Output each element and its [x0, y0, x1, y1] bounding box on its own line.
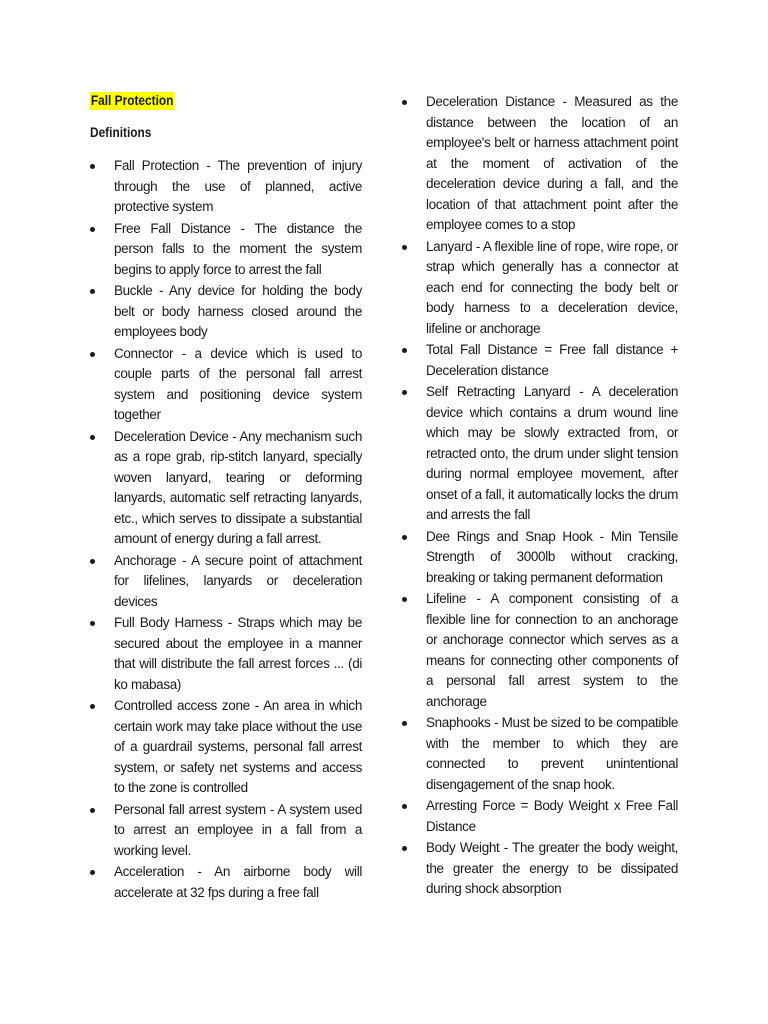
list-item: [402, 237, 678, 340]
bullet-icon: [402, 597, 407, 602]
left-column: [90, 92, 362, 904]
list-item: [402, 527, 678, 589]
definition-text: Fall Protection - The prevention of injury through the use of planned, active protective system: [114, 158, 362, 214]
list-item: [402, 796, 678, 837]
bullet-icon: [402, 804, 407, 809]
definition-text: Anchorage - A secure point of attachment for lifelines, lanyards or deceleration devices: [114, 552, 362, 609]
right-definition-list: [402, 92, 678, 900]
bullet-icon: [402, 535, 407, 540]
bullet-icon: [90, 227, 95, 232]
list-item: [402, 92, 678, 236]
list-item: [90, 427, 362, 550]
definition-text: Total Fall Distance = Free fall distance + Deceleration distance: [426, 342, 678, 378]
list-item: [90, 281, 362, 343]
list-item: [402, 713, 678, 795]
bullet-icon: [90, 704, 95, 709]
definition-text: Personal fall arrest system - A system used to arrest an employee in a fall from a working level.: [114, 801, 362, 858]
definition-text: Lanyard - A flexible line of rope, wire rope, or strap which generally has a connector at each end for connecting the body belt or body harness to a deceleration device, lifeline or anchorage: [426, 238, 678, 336]
list-item: [402, 340, 678, 381]
definition-text: Full Body Harness - Straps which may be secured about the employee in a manner that will distribute the fall arrest forces ... (di ko mabasa): [114, 615, 362, 692]
definition-text: Controlled access zone - An area in which certain work may take place without the use of a guardrail systems, personal fall arrest system, or safety net systems and access to the zone is controlled: [114, 698, 362, 795]
bullet-icon: [402, 390, 407, 395]
section-heading: Definitions: [90, 125, 152, 140]
definition-text: Connector - a device which is used to couple parts of the personal fall arrest system and positioning device system together: [114, 345, 362, 422]
definition-text: Deceleration Distance - Measured as the distance between the location of an employee's belt or harness attachment point at the moment of activation of the deceleration device during a fall, and the location of that attachment point after the employee comes to a stop: [426, 94, 678, 232]
list-item: [90, 862, 362, 903]
document-title: Fall Protection: [90, 93, 174, 108]
list-item: [90, 613, 362, 695]
list-item: [90, 800, 362, 862]
bullet-icon: [90, 621, 95, 626]
definition-text: Self Retracting Lanyard - A deceleration device which contains a drum wound line which may be slowly extracted from, or retracted onto, the drum under slight tension during normal employee movement, after onset of a fall, it automatically locks the drum and arrests the fall: [426, 384, 678, 522]
left-definition-list: [90, 156, 362, 903]
definition-text: Lifeline - A component consisting of a flexible line for connection to an anchorage or anchorage connector which serves as a means for connecting other components of a personal fall arrest system to the anchorage: [426, 591, 678, 709]
list-item: [402, 589, 678, 712]
list-item: [90, 344, 362, 426]
bullet-icon: [90, 352, 95, 357]
bullet-icon: [402, 348, 407, 353]
bullet-icon: [402, 100, 407, 105]
list-item: [402, 382, 678, 526]
bullet-icon: [402, 846, 407, 851]
bullet-icon: [90, 870, 95, 875]
definition-text: Acceleration - An airborne body will accelerate at 32 fps during a free fall: [114, 864, 362, 900]
bullet-icon: [90, 808, 95, 813]
bullet-icon: [90, 435, 95, 440]
bullet-icon: [402, 721, 407, 726]
bullet-icon: [90, 289, 95, 294]
definition-text: Arresting Force = Body Weight x Free Fall Distance: [426, 798, 678, 834]
definition-text: Snaphooks - Must be sized to be compatible with the member to which they are connected to prevent unintentional disengagement of the snap hook.: [426, 715, 678, 792]
definition-text: Free Fall Distance - The distance the person falls to the moment the system begins to apply force to arrest the fall: [114, 220, 362, 277]
list-item: [90, 219, 362, 281]
bullet-icon: [90, 164, 95, 169]
definition-text: Dee Rings and Snap Hook - Min Tensile Strength of 3000lb without cracking, breaking or taking permanent deformation: [426, 528, 678, 585]
right-column: [402, 92, 678, 901]
list-item: [90, 156, 362, 218]
bullet-icon: [90, 559, 95, 564]
definition-text: Deceleration Device - Any mechanism such as a rope grab, rip-stitch lanyard, specially woven lanyard, tearing or deforming lanyards, automatic self retracting lanyards, etc., which serves to dissipate a substantial amount of energy during a fall arrest.: [114, 428, 362, 546]
list-item: [90, 551, 362, 613]
definition-text: Buckle - Any device for holding the body belt or body harness closed around the employees body: [114, 283, 362, 339]
list-item: [90, 696, 362, 799]
bullet-icon: [402, 245, 407, 250]
definition-text: Body Weight - The greater the body weight, the greater the energy to be dissipated during shock absorption: [426, 840, 678, 896]
list-item: [402, 838, 678, 900]
